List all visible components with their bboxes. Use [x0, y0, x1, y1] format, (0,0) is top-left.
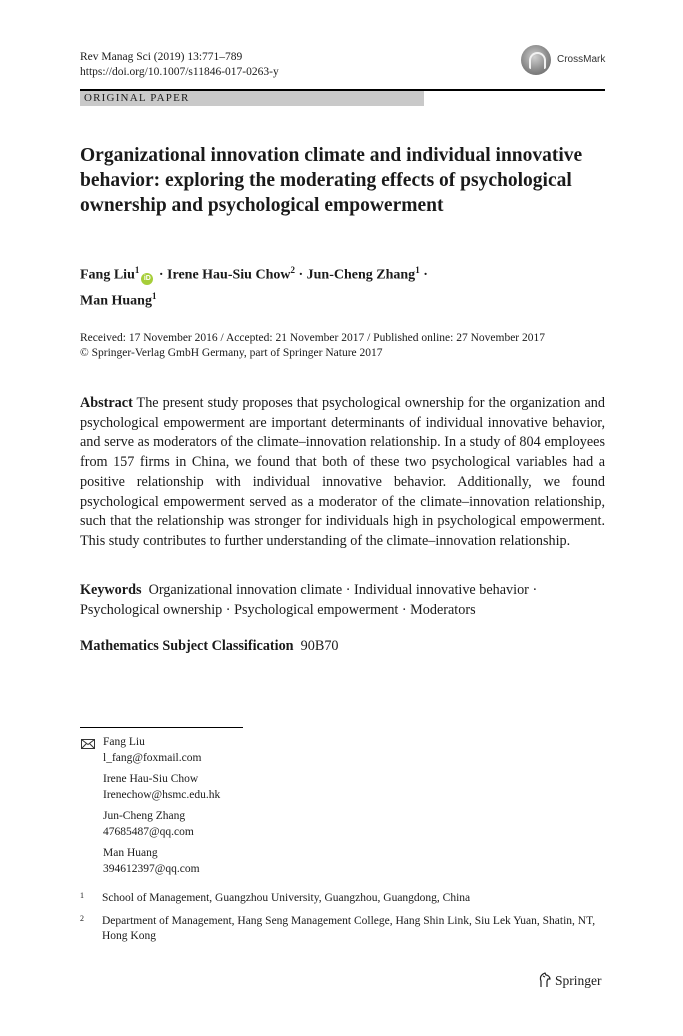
publisher-name: Springer: [555, 973, 602, 988]
author-name[interactable]: Irene Hau-Siu Chow: [167, 267, 291, 283]
contact-entry: [103, 772, 220, 803]
author-separator: ·: [294, 267, 307, 283]
author-affil-sup: 1: [415, 265, 420, 275]
contact-name: Jun-Cheng Zhang: [103, 810, 186, 822]
keywords-label: Keywords: [80, 582, 142, 598]
abstract-label: Abstract: [80, 395, 133, 411]
contact-name: Irene Hau-Siu Chow: [103, 773, 199, 785]
contact-email[interactable]: Irenechow@hsmc.edu.hk: [103, 788, 221, 801]
contact-entry: [103, 735, 220, 766]
abstract: [80, 394, 605, 552]
contact-email[interactable]: l_fang@foxmail.com: [103, 751, 202, 764]
author-name[interactable]: Jun-Cheng Zhang: [306, 267, 416, 283]
author-affil-sup: 1: [134, 265, 140, 275]
keywords: [80, 580, 605, 620]
orcid-icon[interactable]: iD: [141, 273, 153, 285]
contact-entry: [103, 809, 220, 840]
article-title: Organizational innovation climate and individual innovative behavior: exploring the moderating effects of psychological ownership and psychological empowerment: [80, 145, 583, 216]
affiliation-number: 1: [80, 891, 84, 900]
envelope-icon: [81, 739, 95, 749]
footnote-rule: [80, 727, 243, 728]
corresponding-contacts: [103, 735, 220, 883]
crossmark-icon: [521, 45, 551, 75]
affiliation-entry: [80, 914, 605, 945]
affiliation-text: Department of Management, Hang Seng Management College, Hang Shin Link, Siu Lek Yuan, Shatin, NT, Hong Kong: [102, 914, 596, 942]
affiliations: [80, 891, 605, 952]
affiliation-entry: [80, 891, 605, 907]
doi-link[interactable]: https://doi.org/10.1007/s11846-017-0263-y: [80, 66, 279, 78]
author-affil-sup: 1: [151, 290, 157, 301]
affiliation-number: 2: [80, 913, 84, 923]
contact-entry: [103, 846, 220, 877]
author-list: [80, 260, 600, 311]
publisher-logo: [538, 971, 602, 991]
dates-line: Received: 17 November 2016 / Accepted: 21 November 2017 / Published online: 27 November 2017: [80, 332, 546, 344]
contact-email[interactable]: 47685487@qq.com: [103, 825, 194, 838]
journal-line: Rev Manag Sci (2019) 13:771–789: [80, 51, 243, 63]
author-separator: ·: [155, 267, 168, 283]
abstract-text: The present study proposes that psychological ownership for the organization and psychological empowerment are important determinants of individual innovative behavior, and serve as moderators of the climate–innovation relationship. In a study of 804 employees from 157 firms in China, we found that both of these two psychological variables had a positive relationship with individual innovative behavior. Additionally, we found psychological empowerment served as a moderator of the climate–innovation relationship, such that the relationship was stronger for individuals high in psychological empowerment. This study contributes to further understanding of the climate–innovation relationship.: [80, 395, 605, 549]
subject-classification: [80, 636, 605, 656]
msc-label: Mathematics Subject Classification: [80, 638, 294, 654]
paper-type-banner: ORIGINAL PAPER: [80, 91, 424, 106]
copyright-line: © Springer-Verlag GmbH Germany, part of Springer Nature 2017: [80, 347, 383, 359]
author-name[interactable]: Fang Liu: [80, 267, 135, 283]
contact-email[interactable]: 394612397@qq.com: [103, 862, 200, 875]
author-separator: ·: [419, 267, 428, 283]
author-affil-sup: 2: [290, 265, 295, 275]
contact-name: Fang Liu: [103, 736, 145, 748]
springer-horse-icon: [538, 972, 552, 988]
author-name[interactable]: Man Huang: [80, 293, 152, 309]
journal-citation: [80, 50, 279, 80]
publication-history: [80, 331, 605, 361]
msc-value: 90B70: [300, 638, 339, 654]
crossmark-badge[interactable]: [521, 45, 621, 75]
keywords-text: Organizational innovation climate · Individual innovative behavior · Psychological ownership · Psychological empowerment · Moderators: [80, 582, 538, 618]
crossmark-label: CrossMark: [557, 54, 606, 65]
contact-name: Man Huang: [103, 847, 158, 859]
affiliation-text: School of Management, Guangzhou University, Guangzhou, Guangdong, China: [102, 892, 471, 904]
